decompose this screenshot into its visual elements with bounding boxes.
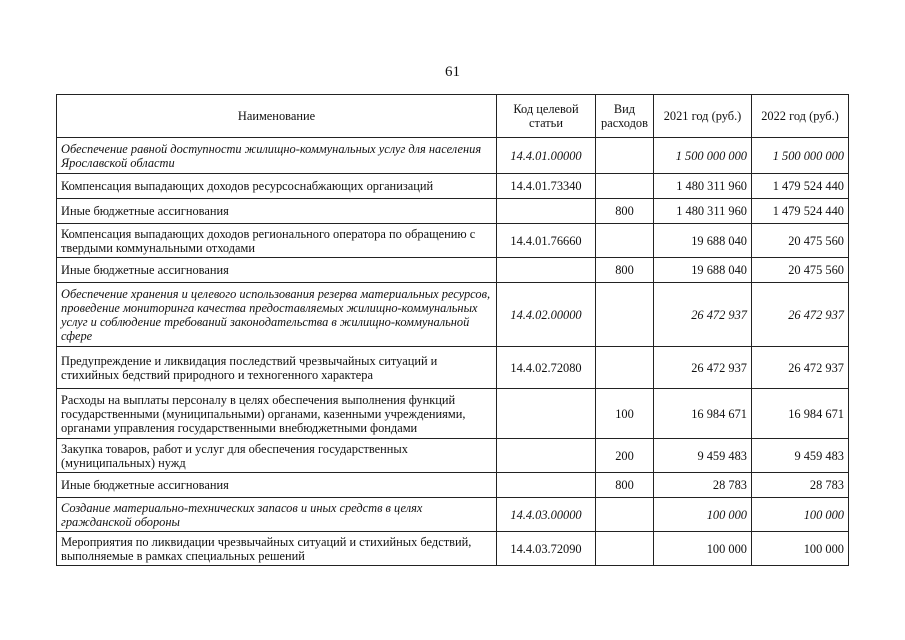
cell-2021: 100 000: [654, 532, 752, 566]
cell-2022: 20 475 560: [752, 258, 849, 283]
cell-code: 14.4.01.76660: [497, 224, 596, 258]
cell-type: [596, 532, 654, 566]
budget-table: [56, 94, 849, 566]
cell-2021: 1 480 311 960: [654, 199, 752, 224]
cell-type: 100: [596, 389, 654, 439]
cell-type: [596, 174, 654, 199]
cell-name: Закупка товаров, работ и услуг для обеспечения государственных (муниципальных) нужд: [57, 439, 497, 473]
cell-type: [596, 138, 654, 174]
cell-code: [497, 389, 596, 439]
cell-name: Обеспечение равной доступности жилищно-коммунальных услуг для населения Ярославской области: [57, 138, 497, 174]
cell-name: Компенсация выпадающих доходов ресурсоснабжающих организаций: [57, 174, 497, 199]
table-row: [57, 174, 849, 199]
cell-2021: 26 472 937: [654, 347, 752, 389]
cell-type: [596, 283, 654, 347]
cell-2021: 26 472 937: [654, 283, 752, 347]
cell-type: [596, 224, 654, 258]
cell-name: Иные бюджетные ассигнования: [57, 473, 497, 498]
table-row: [57, 347, 849, 389]
cell-2021: 100 000: [654, 498, 752, 532]
table-row: [57, 283, 849, 347]
cell-2021: 19 688 040: [654, 224, 752, 258]
page-number: 61: [445, 64, 460, 80]
cell-code: 14.4.01.00000: [497, 138, 596, 174]
cell-2022: 26 472 937: [752, 347, 849, 389]
table-row: [57, 224, 849, 258]
cell-code: [497, 199, 596, 224]
header-code: Код целевой статьи: [497, 95, 596, 138]
cell-2022: 28 783: [752, 473, 849, 498]
header-2022: 2022 год (руб.): [752, 95, 849, 138]
cell-code: [497, 258, 596, 283]
cell-name: Расходы на выплаты персоналу в целях обеспечения выполнения функций государственными (муниципальными) органами, казенными учреждениями, органами управления государственными внебюджетными фондами: [57, 389, 497, 439]
cell-code: 14.4.03.72090: [497, 532, 596, 566]
cell-2022: 20 475 560: [752, 224, 849, 258]
table-row: [57, 439, 849, 473]
cell-2021: 16 984 671: [654, 389, 752, 439]
table-row: [57, 389, 849, 439]
cell-type: 800: [596, 473, 654, 498]
cell-2021: 19 688 040: [654, 258, 752, 283]
cell-code: 14.4.02.00000: [497, 283, 596, 347]
cell-code: [497, 439, 596, 473]
cell-name: Предупреждение и ликвидация последствий чрезвычайных ситуаций и стихийных бедствий природного и техногенного характера: [57, 347, 497, 389]
table-body: [57, 138, 849, 566]
cell-2022: 100 000: [752, 532, 849, 566]
cell-2022: 1 500 000 000: [752, 138, 849, 174]
cell-code: 14.4.03.00000: [497, 498, 596, 532]
header-2021: 2021 год (руб.): [654, 95, 752, 138]
cell-2021: 1 500 000 000: [654, 138, 752, 174]
cell-type: [596, 347, 654, 389]
cell-name: Иные бюджетные ассигнования: [57, 258, 497, 283]
cell-type: 800: [596, 199, 654, 224]
cell-type: 800: [596, 258, 654, 283]
cell-code: [497, 473, 596, 498]
cell-2022: 1 479 524 440: [752, 174, 849, 199]
cell-2022: 100 000: [752, 498, 849, 532]
cell-name: Мероприятия по ликвидации чрезвычайных ситуаций и стихийных бедствий, выполняемые в рамках специальных решений: [57, 532, 497, 566]
header-name: Наименование: [57, 95, 497, 138]
cell-name: Создание материально-технических запасов и иных средств в целях гражданской обороны: [57, 498, 497, 532]
cell-2021: 28 783: [654, 473, 752, 498]
cell-name: Обеспечение хранения и целевого использования резерва материальных ресурсов, проведение мониторинга качества предоставляемых жилищно-коммунальных услуг и соблюдение требований законодательства в жилищно-коммунальной сфере: [57, 283, 497, 347]
header-type: Вид расходов: [596, 95, 654, 138]
cell-2022: 16 984 671: [752, 389, 849, 439]
table-row: [57, 199, 849, 224]
table-row: [57, 498, 849, 532]
cell-2022: 26 472 937: [752, 283, 849, 347]
cell-2021: 1 480 311 960: [654, 174, 752, 199]
table-header: [57, 95, 849, 138]
cell-2021: 9 459 483: [654, 439, 752, 473]
cell-type: [596, 498, 654, 532]
cell-2022: 1 479 524 440: [752, 199, 849, 224]
table-row: [57, 473, 849, 498]
table-row: [57, 138, 849, 174]
table-row: [57, 258, 849, 283]
cell-name: Компенсация выпадающих доходов регионального оператора по обращению с твердыми коммунальными отходами: [57, 224, 497, 258]
cell-name: Иные бюджетные ассигнования: [57, 199, 497, 224]
cell-code: 14.4.02.72080: [497, 347, 596, 389]
cell-type: 200: [596, 439, 654, 473]
cell-code: 14.4.01.73340: [497, 174, 596, 199]
cell-2022: 9 459 483: [752, 439, 849, 473]
table-row: [57, 532, 849, 566]
